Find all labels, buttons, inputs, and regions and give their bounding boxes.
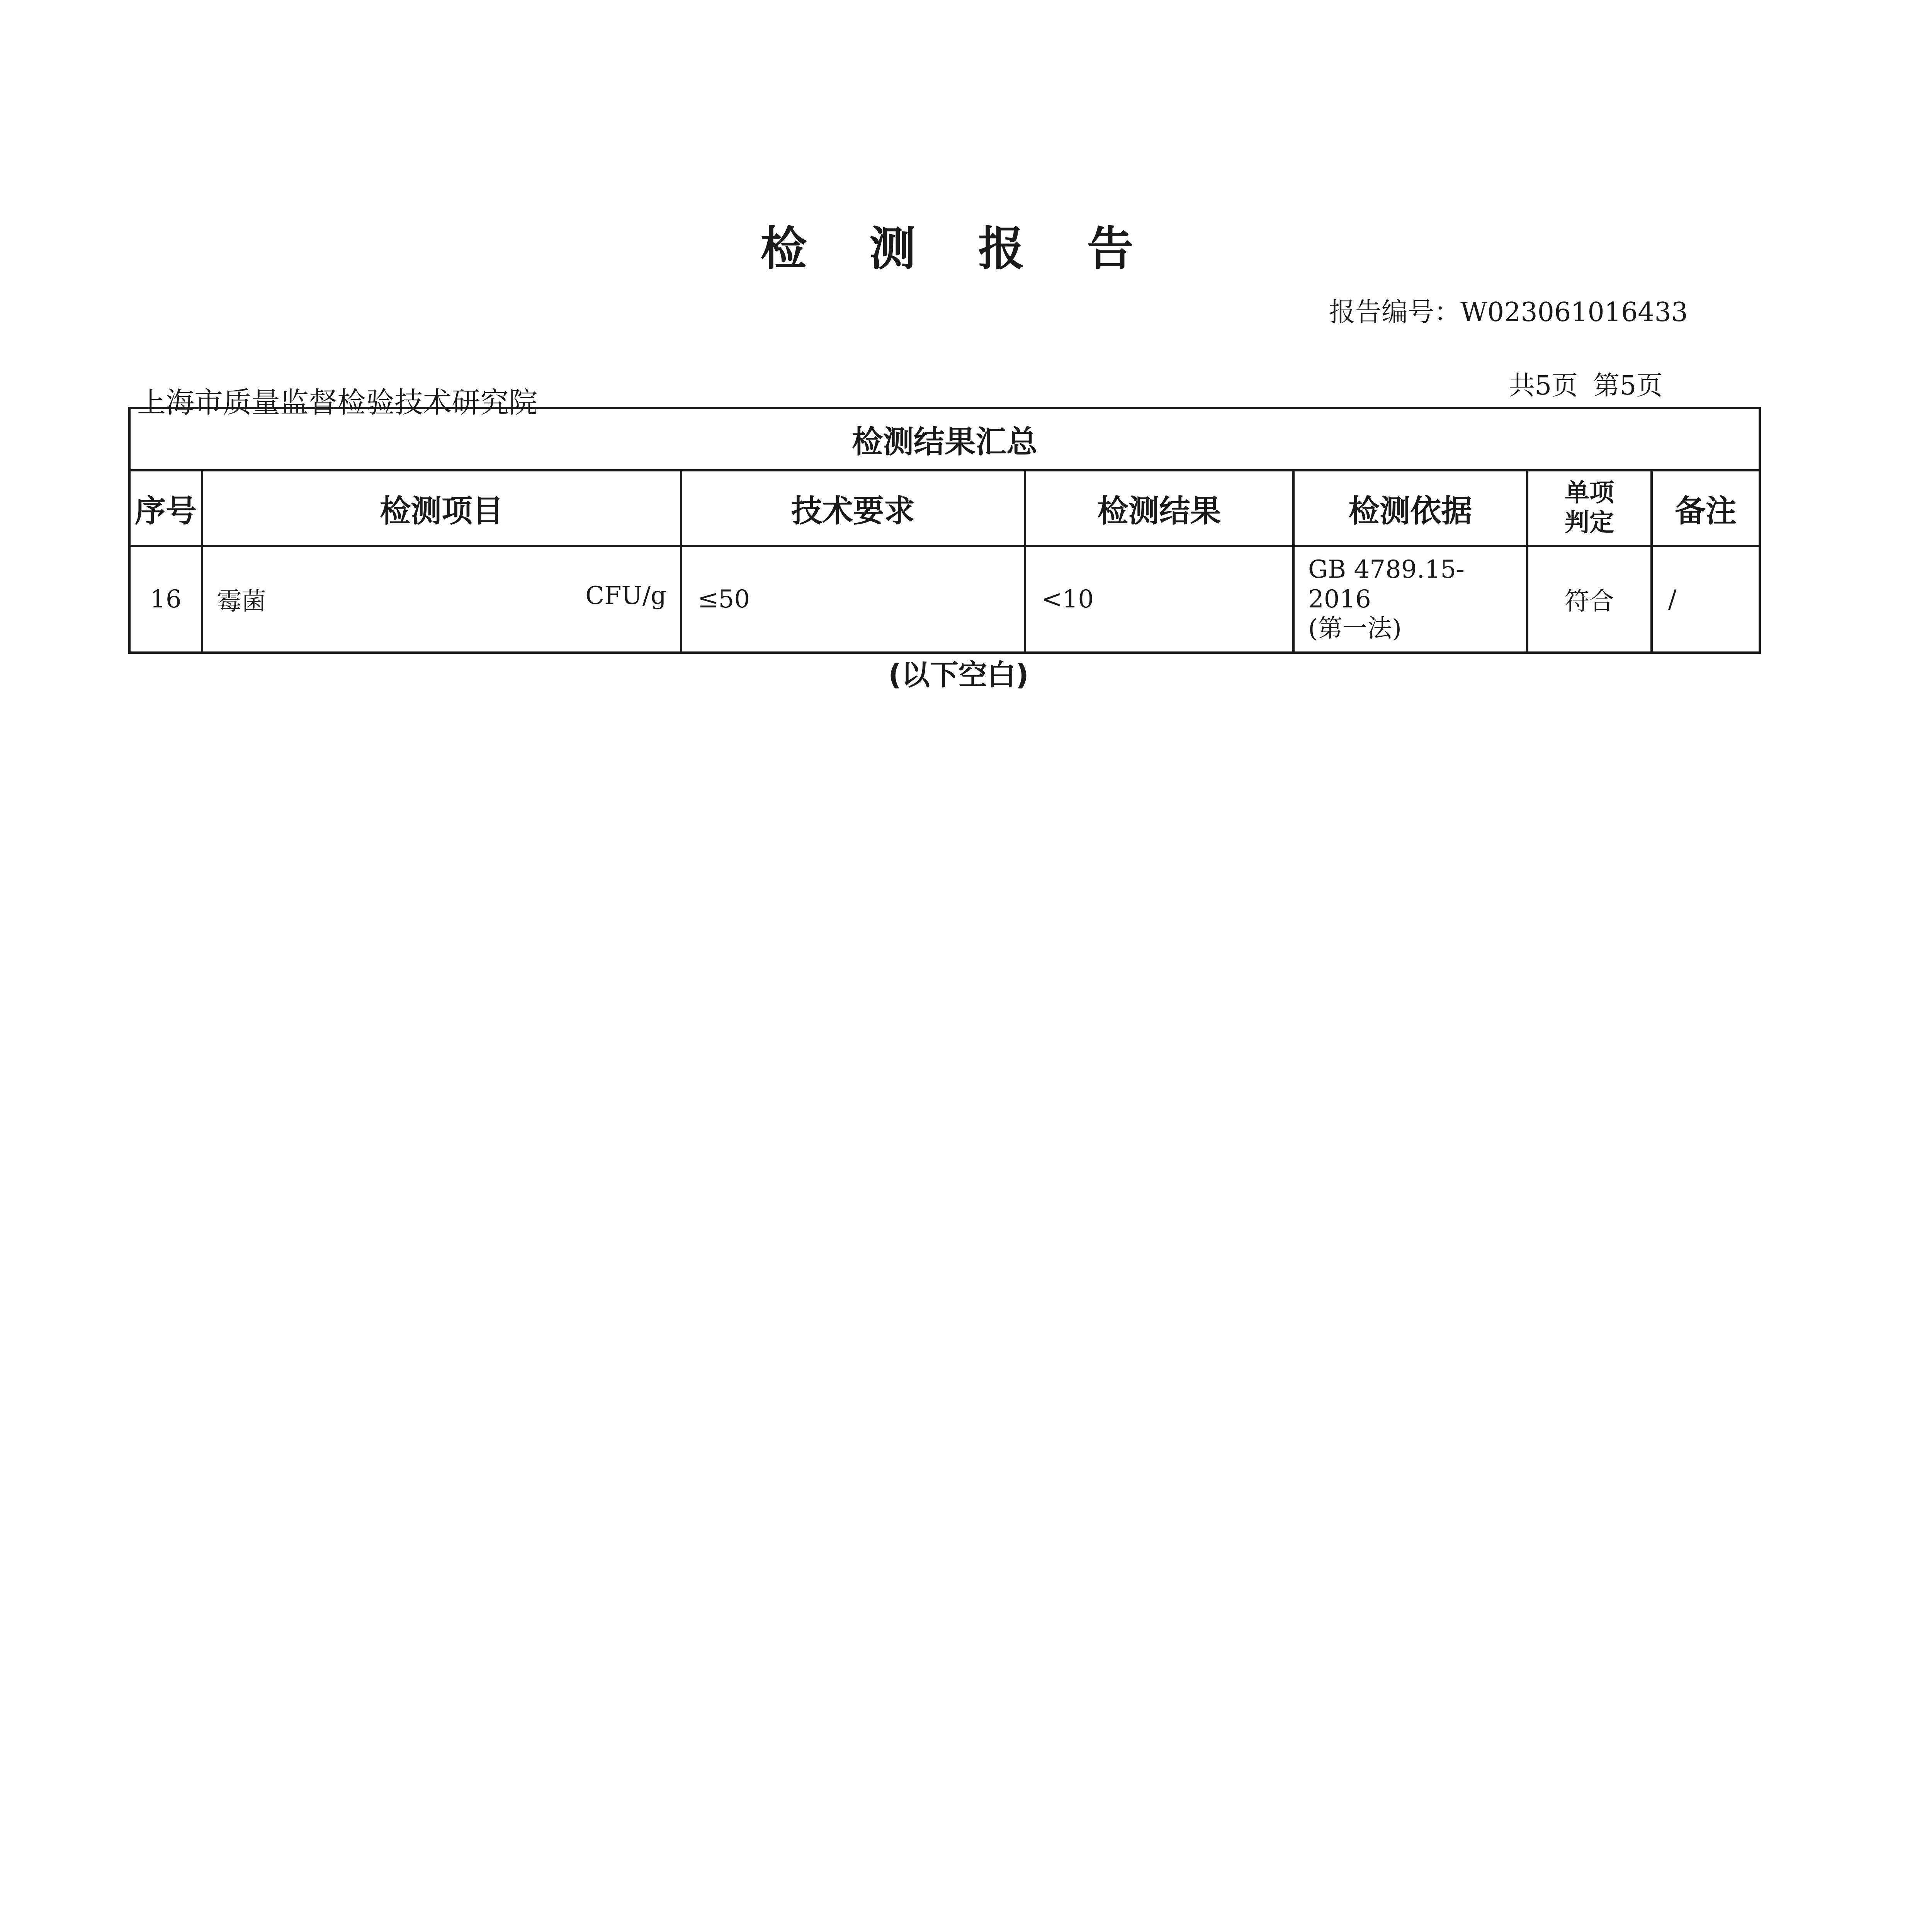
header-item: 检测项目 xyxy=(202,470,681,546)
cell-basis xyxy=(1293,546,1527,653)
header-judgement-line2: 判定 xyxy=(1565,509,1614,537)
document-title: 检 测 报 告 xyxy=(760,222,1157,276)
blank-below-note: (以下空白) xyxy=(888,658,1029,692)
table-caption: 检测结果汇总 xyxy=(129,408,1760,470)
header-judgement xyxy=(1527,470,1652,546)
cell-seq: 16 xyxy=(129,546,202,653)
cell-result: <10 xyxy=(1025,546,1293,653)
header-judgement-line1: 单项 xyxy=(1565,479,1614,508)
table-header-row xyxy=(129,470,1760,546)
header-remark: 备注 xyxy=(1652,470,1760,546)
results-summary-table xyxy=(128,407,1761,654)
organization-name: 上海市质量监督检验技术研究院 xyxy=(137,386,537,419)
cell-requirement: ≤50 xyxy=(681,546,1025,653)
header-result: 检测结果 xyxy=(1025,470,1293,546)
item-unit: CFU/g xyxy=(585,582,666,610)
item-name: 霉菌 xyxy=(217,587,266,616)
header-basis: 检测依据 xyxy=(1293,470,1527,546)
header-requirement: 技术要求 xyxy=(681,470,1025,546)
cell-item xyxy=(202,546,681,653)
cell-remark: / xyxy=(1652,546,1760,653)
page-info xyxy=(1509,373,1663,399)
basis-method: (第一法) xyxy=(1308,614,1402,643)
header-seq: 序号 xyxy=(129,470,202,546)
table-row xyxy=(129,546,1760,653)
page-total: 共5页 xyxy=(1509,371,1578,401)
page-current: 第5页 xyxy=(1593,371,1663,401)
report-number: 报告编号：W023061016433 xyxy=(1329,297,1688,328)
cell-judgement: 符合 xyxy=(1527,546,1652,653)
basis-standard: GB 4789.15-2016 xyxy=(1308,555,1465,614)
